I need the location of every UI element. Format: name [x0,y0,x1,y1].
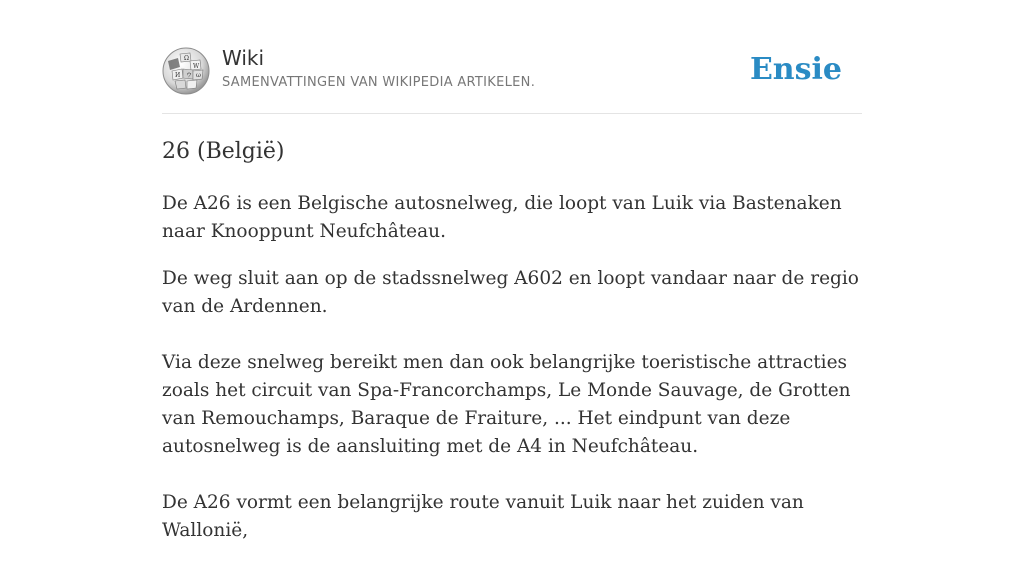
svg-text:ウ: ウ [186,72,193,79]
svg-text:ω: ω [196,72,201,79]
article-paragraph: De A26 vormt een belangrijke route vanuit Luik naar het zuiden van Wallonië, [162,492,804,541]
svg-text:Ω: Ω [184,55,189,62]
article-paragraph: De weg sluit aan op de stadssnelweg A602 en loopt vandaar naar de regio van de Ardennen. [162,268,859,317]
ensie-logo[interactable]: Ensie [749,52,842,87]
svg-text:И: И [175,72,181,79]
site-header [162,45,862,97]
article-body [162,190,862,564]
wikipedia-globe-icon[interactable] [162,47,210,95]
article-paragraph: Via deze snelweg bereikt men dan ook belangrijke toeristische attracties zoals het circuit van Spa-Francorchamps, Le Monde Sauvage, de Grotten van Remouchamps, Baraque de Fraiture, ... Het eindpunt van deze autosnelweg is de aansluiting met de A4 in Neufchâteau. [162,352,851,457]
article-title: 26 (België) [162,139,285,164]
svg-text:W: W [193,63,200,70]
article-paragraph: De A26 is een Belgische autosnelweg, die loopt van Luik via Bastenaken naar Knooppunt Neufchâteau. [162,193,842,242]
brand-title[interactable]: Wiki [222,46,265,70]
brand-subtitle: SAMENVATTINGEN VAN WIKIPEDIA ARTIKELEN. [222,75,536,90]
header-divider [162,113,862,114]
